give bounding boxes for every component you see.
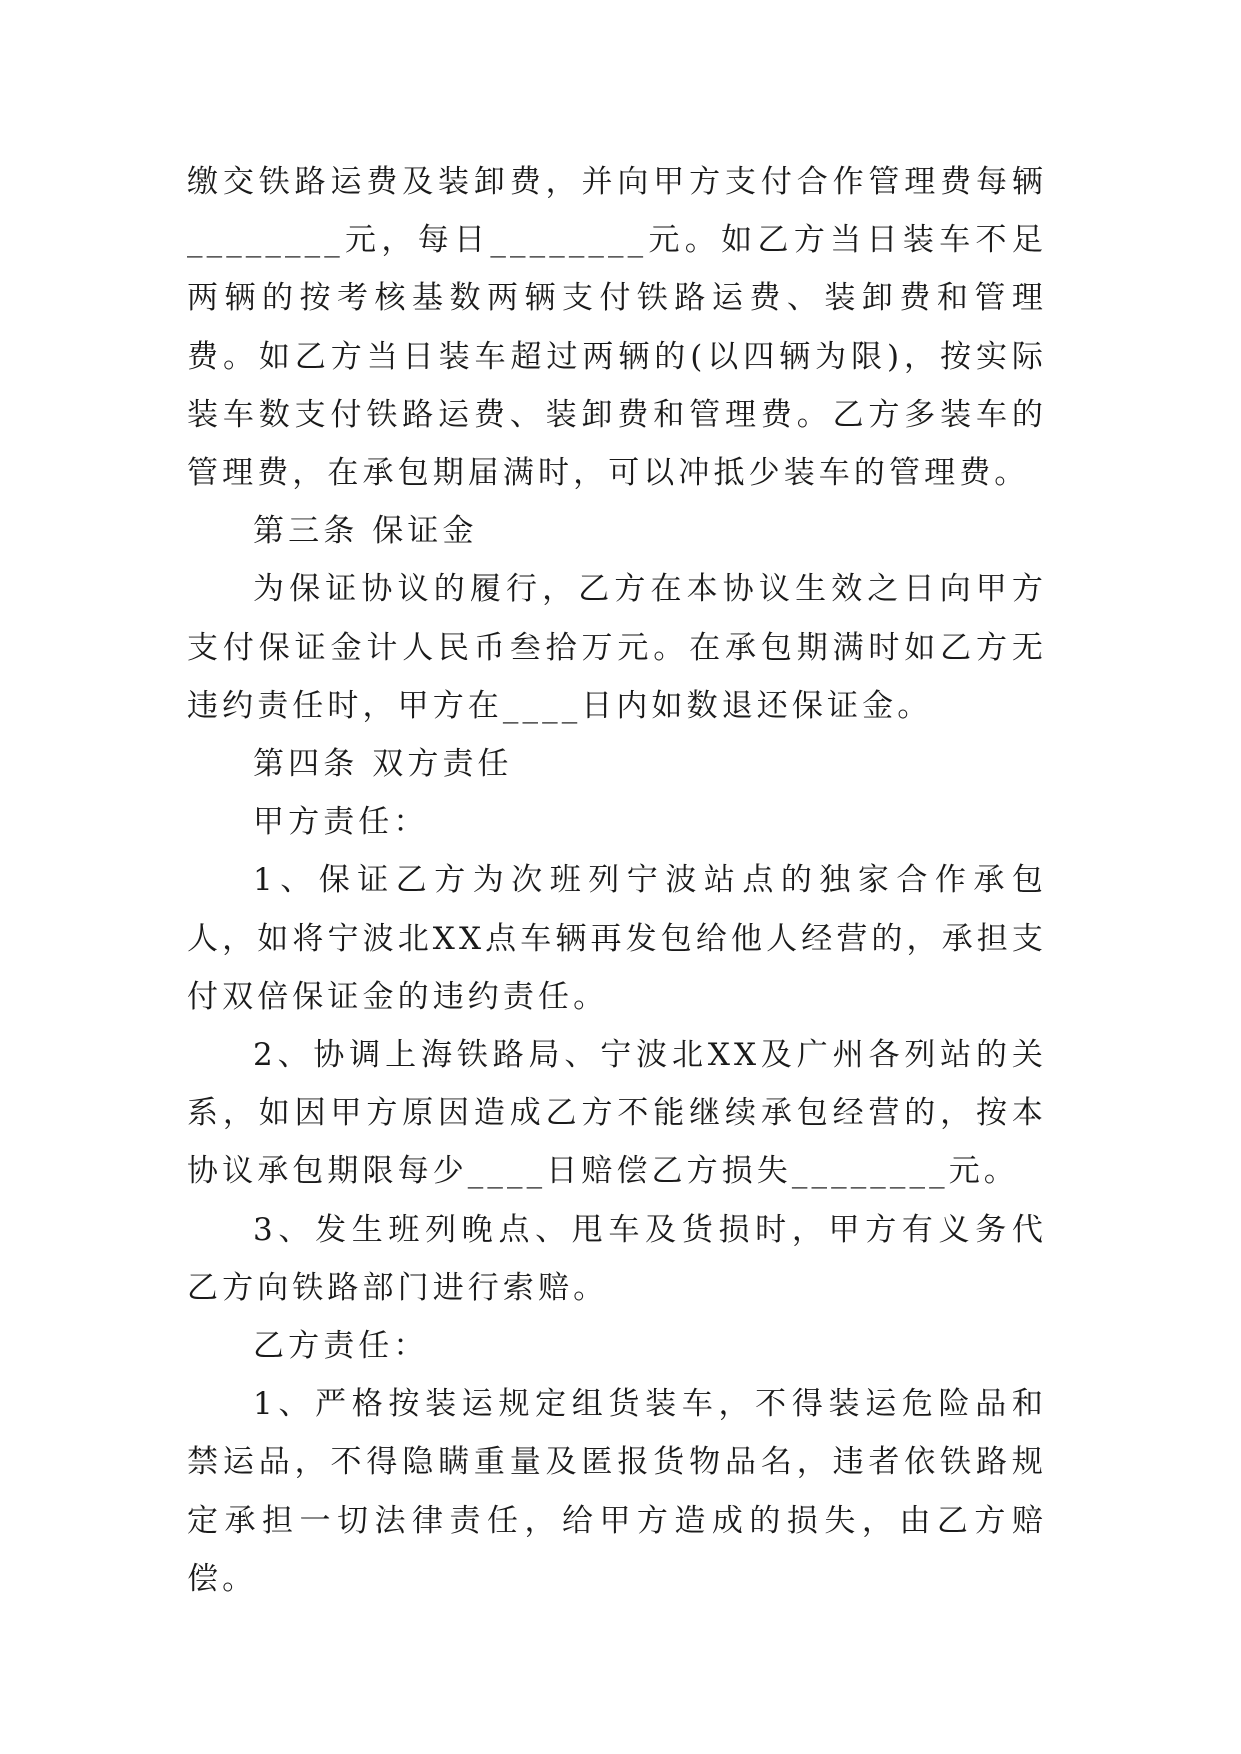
party-b-responsibility-heading: 乙方责任： <box>253 1328 429 1365</box>
party-a-item-1: 1、保证乙方为次班列宁波站点的独家合作承包人，如将宁波北XX点车辆再发包给他人经营的，承担支付双倍保证金的违约责任。 <box>187 862 1047 1015</box>
party-b-item-1: 1、严格按装运规定组货装车，不得装运危险品和禁运品，不得隐瞒重量及匿报货物品名，违者依铁路规定承担一切法律责任，给甲方造成的损失，由乙方赔偿。 <box>187 1386 1047 1597</box>
paragraph-deposit: 为保证协议的履行，乙方在本协议生效之日向甲方支付保证金计人民币叁拾万元。在承包期满时如乙方无违约责任时，甲方在____日内如数退还保证金。 <box>187 571 1047 724</box>
party-a-item-3: 3、发生班列晚点、甩车及货损时，甲方有义务代乙方向铁路部门进行索赔。 <box>187 1211 1047 1306</box>
paragraph-fees: 缴交铁路运费及装卸费，并向甲方支付合作管理费每辆________元，每日________元。如乙方当日装车不足两辆的按考核基数两辆支付铁路运费、装卸费和管理费。如乙方当日装车超过两辆的(以四辆为限)，按实际装车数支付铁路运费、装卸费和管理费。乙方多装车的管理费，在承包期届满时，可以冲抵少装车的管理费。 <box>187 164 1047 492</box>
document-body <box>187 153 1047 1608</box>
article-4-heading: 第四条 双方责任 <box>253 746 513 783</box>
article-3-heading: 第三条 保证金 <box>253 513 478 550</box>
party-a-item-2: 2、协调上海铁路局、宁波北XX及广州各列站的关系，如因甲方原因造成乙方不能继续承包经营的，按本协议承包期限每少____日赔偿乙方损失________元。 <box>187 1037 1047 1190</box>
party-a-responsibility-heading: 甲方责任： <box>253 804 429 841</box>
